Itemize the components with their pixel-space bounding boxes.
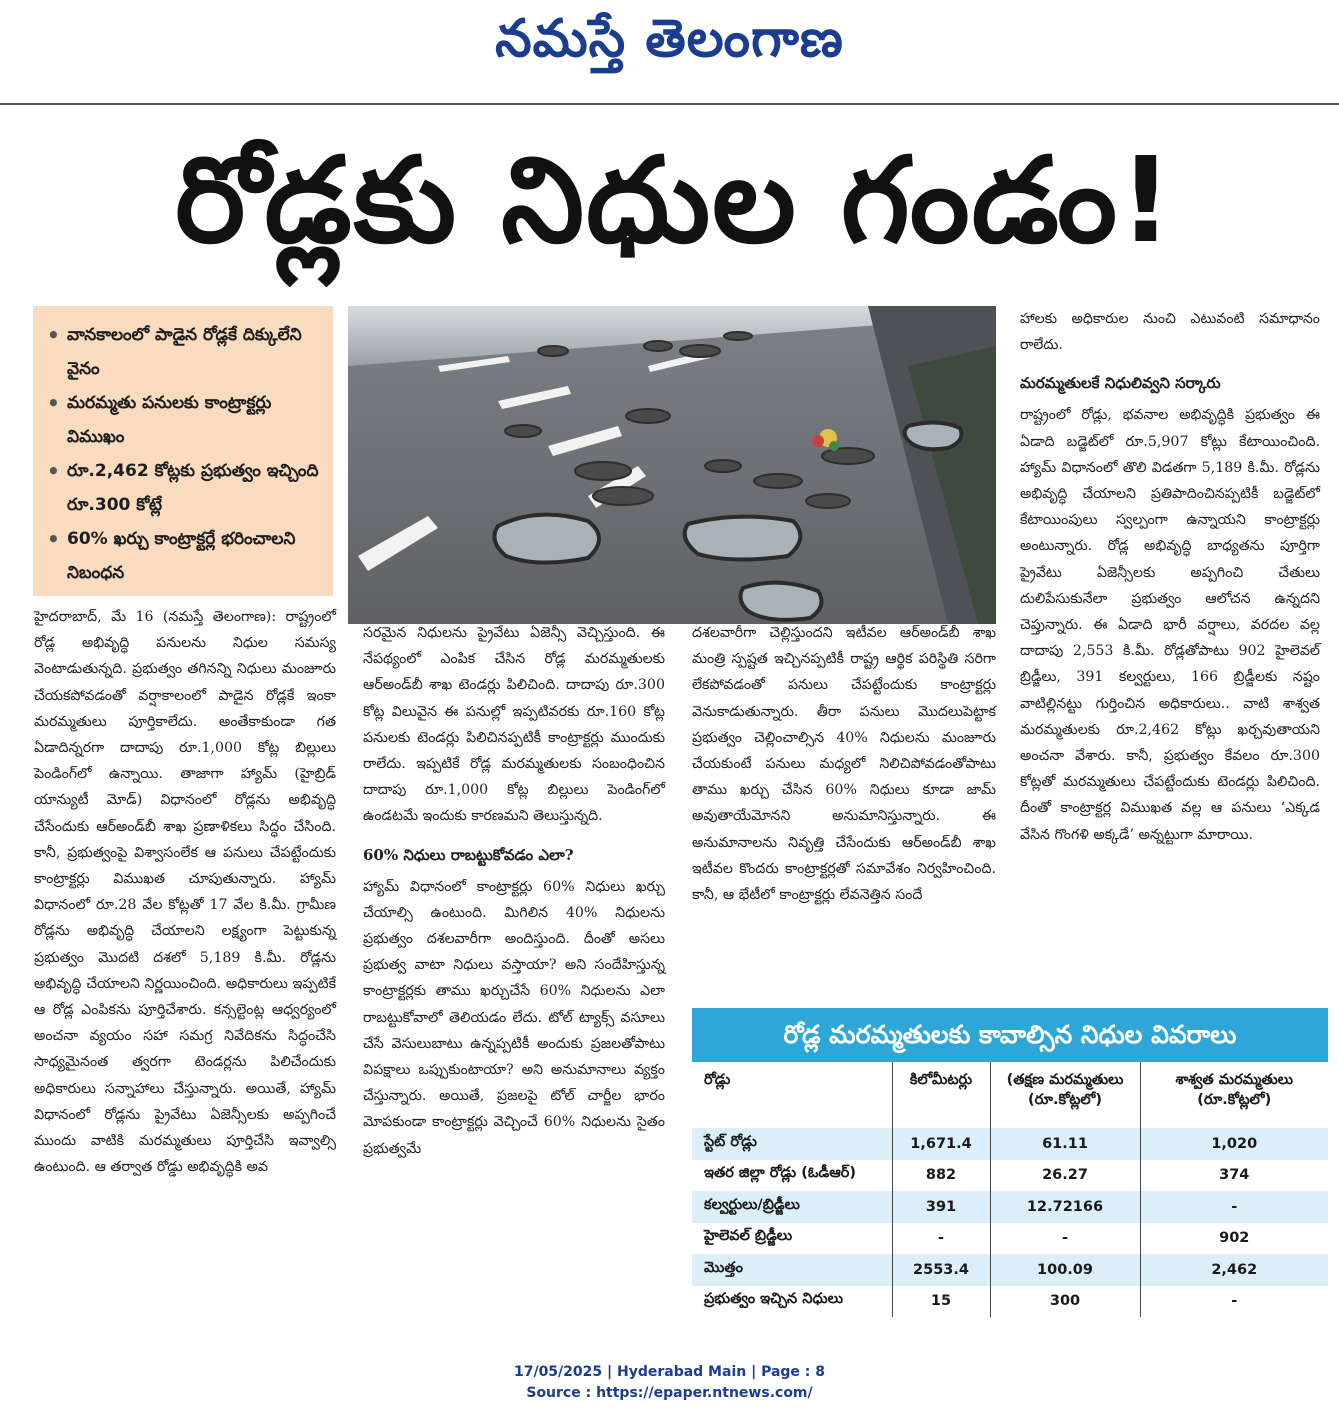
bullet-icon: • (47, 459, 60, 483)
article-paragraph: హ్యామ్ విధానంలో కాంట్రాక్టర్లు 60% నిధులు ఖర్చు చేయాల్సి ఉంటుంది. మిగిలిన 40% నిధులను ప్రభుత్వం దశలవారీగా అందిస్తుంది. దీంతో అసలు ప్రభుత్వ వాటా నిధులు వస్తాయా? అని సందేహిస్తున్న కాంట్రాక్టర్లకు తాము ఖర్చుచేసే 60% నిధులను ఎలా రాబట్టుకోవాలో తెలియడం లేదు. టోల్ ట్యాక్స్ వసూలు చేసే వెసులుబాటు ఉన్నప్పటికీ అందుకు ప్రజలతోపాటు విపక్షాలు ఒప్పుకుంటాయా? అని అనుమానాలు వ్యక్తం చేస్తున్నారు. అయితే, ప్రజలపై టోల్ చార్జీల భారం మోపకుండా కాంట్రాక్టర్లు వెచ్చించే 60% నిధులను సైతం ప్రభుత్వమే (363, 878, 665, 1157)
table-cell: స్టేట్ రోడ్లు (692, 1128, 892, 1160)
article-column-2 (363, 620, 665, 1162)
table-cell: 300 (990, 1286, 1140, 1318)
table-cell: ఇతర జిల్లా రోడ్లు (ఓడీఆర్) (692, 1160, 892, 1192)
table-cell: 1,671.4 (892, 1128, 990, 1160)
article-subheading: 60% నిధులు రాబట్టుకోవడం ఎలా? (363, 845, 574, 864)
bullet-icon: • (47, 323, 60, 347)
table-cell: 2,462 (1140, 1254, 1328, 1286)
table-cell: 15 (892, 1286, 990, 1318)
highlight-item: • మరమ్మతు పనులకు కాంట్రాక్టర్లు విముఖం (47, 386, 323, 454)
table-cell: 902 (1140, 1223, 1328, 1255)
article-paragraph: హాలకు అధికారుల నుంచి ఎటువంటి సమాధానం రాలేదు. (1020, 311, 1320, 354)
table-row (692, 1223, 1328, 1255)
table-cell: 374 (1140, 1160, 1328, 1192)
funding-table (692, 1062, 1328, 1317)
table-cell: 1,020 (1140, 1128, 1328, 1160)
table-header-row (692, 1062, 1328, 1128)
bullet-icon: • (47, 391, 60, 415)
article-column-3 (692, 620, 996, 908)
article-column-4 (1020, 306, 1320, 848)
table-cell: ప్రభుత్వం ఇచ్చిన నిధులు (692, 1286, 892, 1318)
table-row (692, 1128, 1328, 1160)
newspaper-masthead: నమస్తే తెలంగాణ (495, 8, 844, 69)
article-headline: రోడ్లకు నిధుల గండం! (175, 131, 1175, 269)
table-header: శాశ్వత మరమ్మతులు (రూ.కోట్లలో) (1140, 1062, 1328, 1128)
table-cell: మొత్తం (692, 1254, 892, 1286)
article-paragraph: రాష్ట్రంలో రోడ్లు, భవనాల అభివృద్ధికి ప్రభుత్వం ఈ ఏడాది బడ్జెట్‌లో రూ.5,907 కోట్లు కేటాయించింది. హ్యామ్ విధానంలో తొలి విడతగా 5,189 కి.మీ. రోడ్లను అభివృద్ధి చేయాలని ప్రతిపాదించినప్పటికీ బడ్జెట్‌లో కేటాయింపులు స్వల్పంగా ఉన్నాయని కాంట్రాక్టర్లు అంటున్నారు. రోడ్ల అభివృద్ధి బాధ్యతను పూర్తిగా ప్రైవేటు ఏజెన్సీలకు అప్పగించి చేతులు దులిపేసుకునేలా ప్రభుత్వం ఆలోచన ఉన్నదని చెప్తున్నారు. ఈ ఏడాది భారీ వర్షాలు, వరదల వల్ల దాదాపు 2,553 కి.మీ. రోడ్లతోపాటు 902 హైలెవల్ బ్రిడ్జీలు, 391 కల్వర్టులు, 166 బ్రిడ్జీలకు నష్టం వాటిల్లినట్టు గుర్తించిన అధికారులు.. వాటి శాశ్వత మరమ్మతులకు రూ.2,462 కోట్లు ఖర్చవుతాయని అంచనా వేశారు. కానీ, ప్రభుత్వం కేవలం రూ.300 కోట్లతో మరమ్మతులు చేపట్టేందుకు టెండర్లు పిలిచింది. దీంతో కాంట్రాక్టర్ల విముఖత వల్ల ఆ పనులు ‘ఎక్కడ వేసిన గొంగళి అక్కడే’ అన్నట్టుగా మారాయి. (1020, 407, 1320, 843)
article-paragraph: హైదరాబాద్, మే 16 (నమస్తే తెలంగాణ): రాష్ట్రంలో రోడ్ల అభివృద్ధి పనులను నిధుల సమస్య వెంటాడుతున్నది. ప్రభుత్వం తగినన్ని నిధులు మంజూరు చేయకపోవడంతో వర్షాకాలంలో పాడైన రోడ్లకే ఇంకా మరమ్మతులు పూర్తికాలేదు. అంతేకాకుండా గత ఏడాదిన్నరగా దాదాపు రూ.1,000 కోట్ల బిల్లులు పెండింగ్‌లో ఉన్నాయి. తాజాగా హ్యామ్ (హైబ్రిడ్ యాన్యుటీ మోడ్) విధానంలో రోడ్లను అభివృద్ధి చేసేందుకు ఆర్‌అండ్‌బీ శాఖ ప్రణాళికలు సిద్ధం చేసింది. కానీ, ప్రభుత్వంపై విశ్వాసంలేక ఆ పనులు చేపట్టేందుకు కాంట్రాక్టర్లు విముఖత చూపుతున్నారు. హ్యామ్ విధానంలో రూ.28 వేల కోట్లతో 17 వేల కి.మీ. గ్రామీణ రోడ్లను అభివృద్ధి చేయాలని లక్ష్యంగా పెట్టుకున్న ప్రభుత్వం మొదటి దశలో 5,189 కి.మీ. రోడ్లను అభివృద్ధి చేయాలని నిర్ణయించింది. అధికారులు ఇప్పటికే ఆ రోడ్ల ఎంపికను పూర్తిచేశారు. కన్సల్టెంట్ల ఆధ్వర్యంలో అంచనా వ్యయం సహా సమగ్ర నివేదికను సిద్ధంచేసి సాధ్యమైనంత త్వరగా టెండర్లను పిలిచేందుకు అధికారులు సన్నాహాలు చేస్తున్నారు. అయితే, హ్యామ్ విధానంలో రోడ్లను ప్రైవేటు ఏజెన్సీలకు అప్పగించే ముందు వాటికి మరమ్మతులు పూర్తిచేసి ఇవ్వాల్సి ఉంటుంది. ఆ తర్వాత రోడ్డు అభివృద్ధికి అవ (34, 609, 336, 1176)
table-cell: కల్వర్టులు/బ్రిడ్జీలు (692, 1191, 892, 1223)
table-cell: - (990, 1223, 1140, 1255)
table-cell: - (892, 1223, 990, 1255)
article-paragraph: సరమైన నిధులను ప్రైవేటు ఏజెన్సీ వెచ్చిస్తుంది. ఈ నేపథ్యంలో ఎంపిక చేసిన రోడ్ల మరమ్మతులకు ఆర్‌అండ్‌బీ శాఖ టెండర్లు పిలిచింది. దాదాపు రూ.300 కోట్ల విలువైన ఈ పనుల్లో ఇప్పటివరకు రూ.160 కోట్ల పనులకు టెండర్లు పిలిచినప్పటికీ కాంట్రాక్టర్లు ముందుకు రాలేదు. ఇప్పటికే రోడ్ల మరమ్మతులకు సంబంధించిన దాదాపు రూ.1,000 కోట్ల బిల్లులు పెండింగ్‌లో ఉండటమే ఇందుకు కారణమని తెలుస్తున్నది. (363, 625, 665, 825)
table-cell: 882 (892, 1160, 990, 1192)
table-cell: 2553.4 (892, 1254, 990, 1286)
highlight-item: • 60% ఖర్చు కాంట్రాక్టర్లే భరించాలని నిబంధన (47, 522, 323, 590)
table-cell: 391 (892, 1191, 990, 1223)
funding-details-table (692, 1008, 1328, 1336)
road-photo-illustration (348, 306, 996, 624)
highlight-item: • రూ.2,462 కోట్లకు ప్రభుత్వం ఇచ్చింది రూ.300 కోట్లే (47, 454, 323, 522)
table-row (692, 1286, 1328, 1318)
table-header: కిలోమీటర్లు (892, 1062, 990, 1128)
article-column-1 (34, 604, 336, 1180)
table-cell: - (1140, 1191, 1328, 1223)
edition-info: 17/05/2025 | Hyderabad Main | Page : 8 (513, 1364, 826, 1380)
masthead-divider (0, 103, 1339, 105)
table-row (692, 1254, 1328, 1286)
table-cell: 61.11 (990, 1128, 1140, 1160)
table-row (692, 1160, 1328, 1192)
table-title: రోడ్ల మరమ్మతులకు కావాల్సిన నిధుల వివరాలు (692, 1008, 1328, 1062)
highlight-item: • వానకాలంలో పాడైన రోడ్లకే దిక్కులేని వైనం (47, 318, 323, 386)
table-cell: 26.27 (990, 1160, 1140, 1192)
table-cell: - (1140, 1286, 1328, 1318)
table-header: రోడ్లు (692, 1062, 892, 1128)
table-header: (తక్షణ మరమ్మతులు (రూ.కోట్లలో) (990, 1062, 1140, 1128)
table-row (692, 1191, 1328, 1223)
highlights-box (33, 306, 333, 596)
source-link[interactable]: Source : https://epaper.ntnews.com/ (526, 1385, 813, 1401)
table-cell: హైలెవల్ బ్రిడ్జీలు (692, 1223, 892, 1255)
page-footer (0, 1362, 1339, 1404)
table-cell: 12.72166 (990, 1191, 1140, 1223)
potholed-road-photo (348, 306, 996, 624)
article-paragraph: దశలవారీగా చెల్లిస్తుందని ఇటీవల ఆర్‌అండ్‌బీ శాఖ మంత్రి స్పష్టత ఇచ్చినప్పటికీ రాష్ట్ర ఆర్థిక పరిస్థితి సరిగా లేకపోవడంతో పనులు చేపట్టేందుకు కాంట్రాక్టర్లు వెనుకాడుతున్నారు. తీరా పనులు మొదలుపెట్టాక ప్రభుత్వం చెల్లించాల్సిన 40% నిధులను మంజూరు చేయకుంటే పనులు మధ్యలో నిలిచిపోవడంతోపాటు తాము ఖర్చు చేసిన 60% నిధులు కూడా జామ్ అవుతాయేమోనని అనుమానిస్తున్నారు. ఈ అనుమానాలను నివృత్తి చేసేందుకు ఆర్‌అండ్‌బీ శాఖ ఇటీవల కొందరు కాంట్రాక్టర్లతో సమావేశం నిర్వహించింది. కానీ, ఆ భేటీలో కాంట్రాక్టర్లు లేవనెత్తిన సందే (692, 625, 996, 904)
article-subheading: మరమ్మతులకే నిధులివ్వని సర్కారు (1020, 374, 1221, 393)
bullet-icon: • (47, 527, 60, 551)
table-cell: 100.09 (990, 1254, 1140, 1286)
